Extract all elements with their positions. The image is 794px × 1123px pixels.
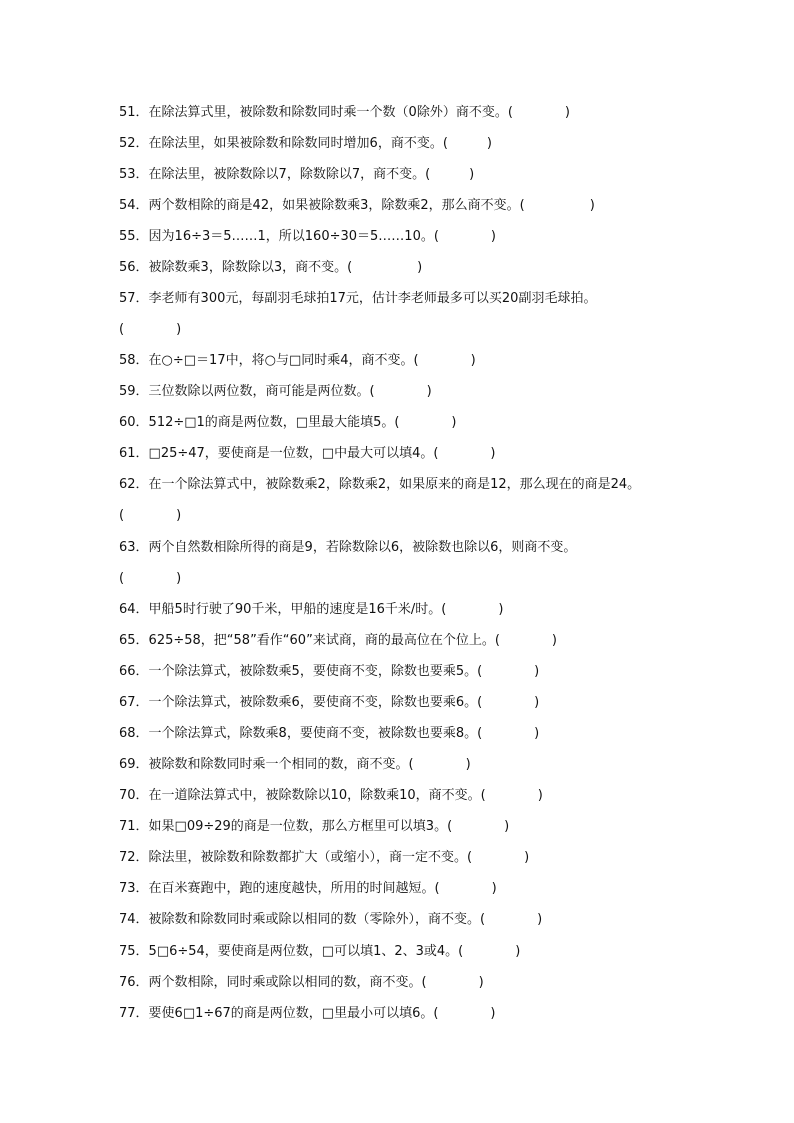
- question-67: 67．一个除法算式，被除数乘6，要使商不变，除数也要乘6。( ): [119, 695, 540, 710]
- question-75: 75．5□6÷54，要使商是两位数，□可以填1、2、3或4。( ): [119, 944, 521, 959]
- question-59: 59．三位数除以两位数，商可能是两位数。( ): [119, 384, 432, 399]
- question-71: 71．如果□09÷29的商是一位数，那么方框里可以填3。( ): [119, 819, 510, 834]
- question-63-answer: ( ): [119, 571, 182, 586]
- question-61: 61．□25÷47，要使商是一位数，□中最大可以填4。( ): [119, 446, 496, 461]
- question-53: 53．在除法里，被除数除以7，除数除以7，商不变。( ): [119, 167, 475, 182]
- question-73: 73．在百米赛跑中，跑的速度越快，所用的时间越短。( ): [119, 881, 497, 896]
- question-62-answer: ( ): [119, 508, 182, 523]
- question-72: 72．除法里，被除数和除数都扩大（或缩小），商一定不变。( ): [119, 850, 530, 865]
- question-64: 64．甲船5时行驶了90千米，甲船的速度是16千米/时。( ): [119, 602, 504, 617]
- question-62: 62．在一个除法算式中，被除数乘2，除数乘2，如果原来的商是12，那么现在的商是24。: [119, 477, 641, 492]
- question-52: 52．在除法里，如果被除数和除数同时增加6，商不变。( ): [119, 136, 492, 151]
- question-51: 51．在除法算式里，被除数和除数同时乘一个数（0除外）商不变。( ): [119, 105, 570, 120]
- question-70: 70．在一道除法算式中，被除数除以10，除数乘10，商不变。( ): [119, 788, 543, 803]
- question-66: 66．一个除法算式，被除数乘5，要使商不变，除数也要乘5。( ): [119, 664, 540, 679]
- question-69: 69．被除数和除数同时乘一个相同的数，商不变。( ): [119, 757, 471, 772]
- question-55: 55．因为16÷3＝5……1，所以160÷30＝5……10。( ): [119, 229, 496, 244]
- question-76: 76．两个数相除，同时乘或除以相同的数，商不变。( ): [119, 975, 484, 990]
- question-57: 57．李老师有300元，每副羽毛球拍17元，估计李老师最多可以买20副羽毛球拍。: [119, 291, 597, 306]
- question-60: 60．512÷□1的商是两位数，□里最大能填5。( ): [119, 415, 457, 430]
- question-57-answer: ( ): [119, 322, 182, 337]
- question-63: 63．两个自然数相除所得的商是9，若除数除以6，被除数也除以6，则商不变。: [119, 540, 577, 555]
- question-74: 74．被除数和除数同时乘或除以相同的数（零除外），商不变。( ): [119, 912, 543, 927]
- question-65: 65．625÷58，把“58”看作“60”来试商，商的最高位在个位上。( ): [119, 633, 557, 648]
- question-58: 58．在○÷□＝17中，将○与□同时乘4，商不变。( ): [119, 353, 476, 368]
- question-54: 54．两个数相除的商是42，如果被除数乘3，除数乘2，那么商不变。( ): [119, 198, 595, 213]
- question-68: 68．一个除法算式，除数乘8，要使商不变，被除数也要乘8。( ): [119, 726, 540, 741]
- question-77: 77．要使6□1÷67的商是两位数，□里最小可以填6。( ): [119, 1006, 496, 1021]
- question-56: 56．被除数乘3，除数除以3，商不变。( ): [119, 260, 423, 275]
